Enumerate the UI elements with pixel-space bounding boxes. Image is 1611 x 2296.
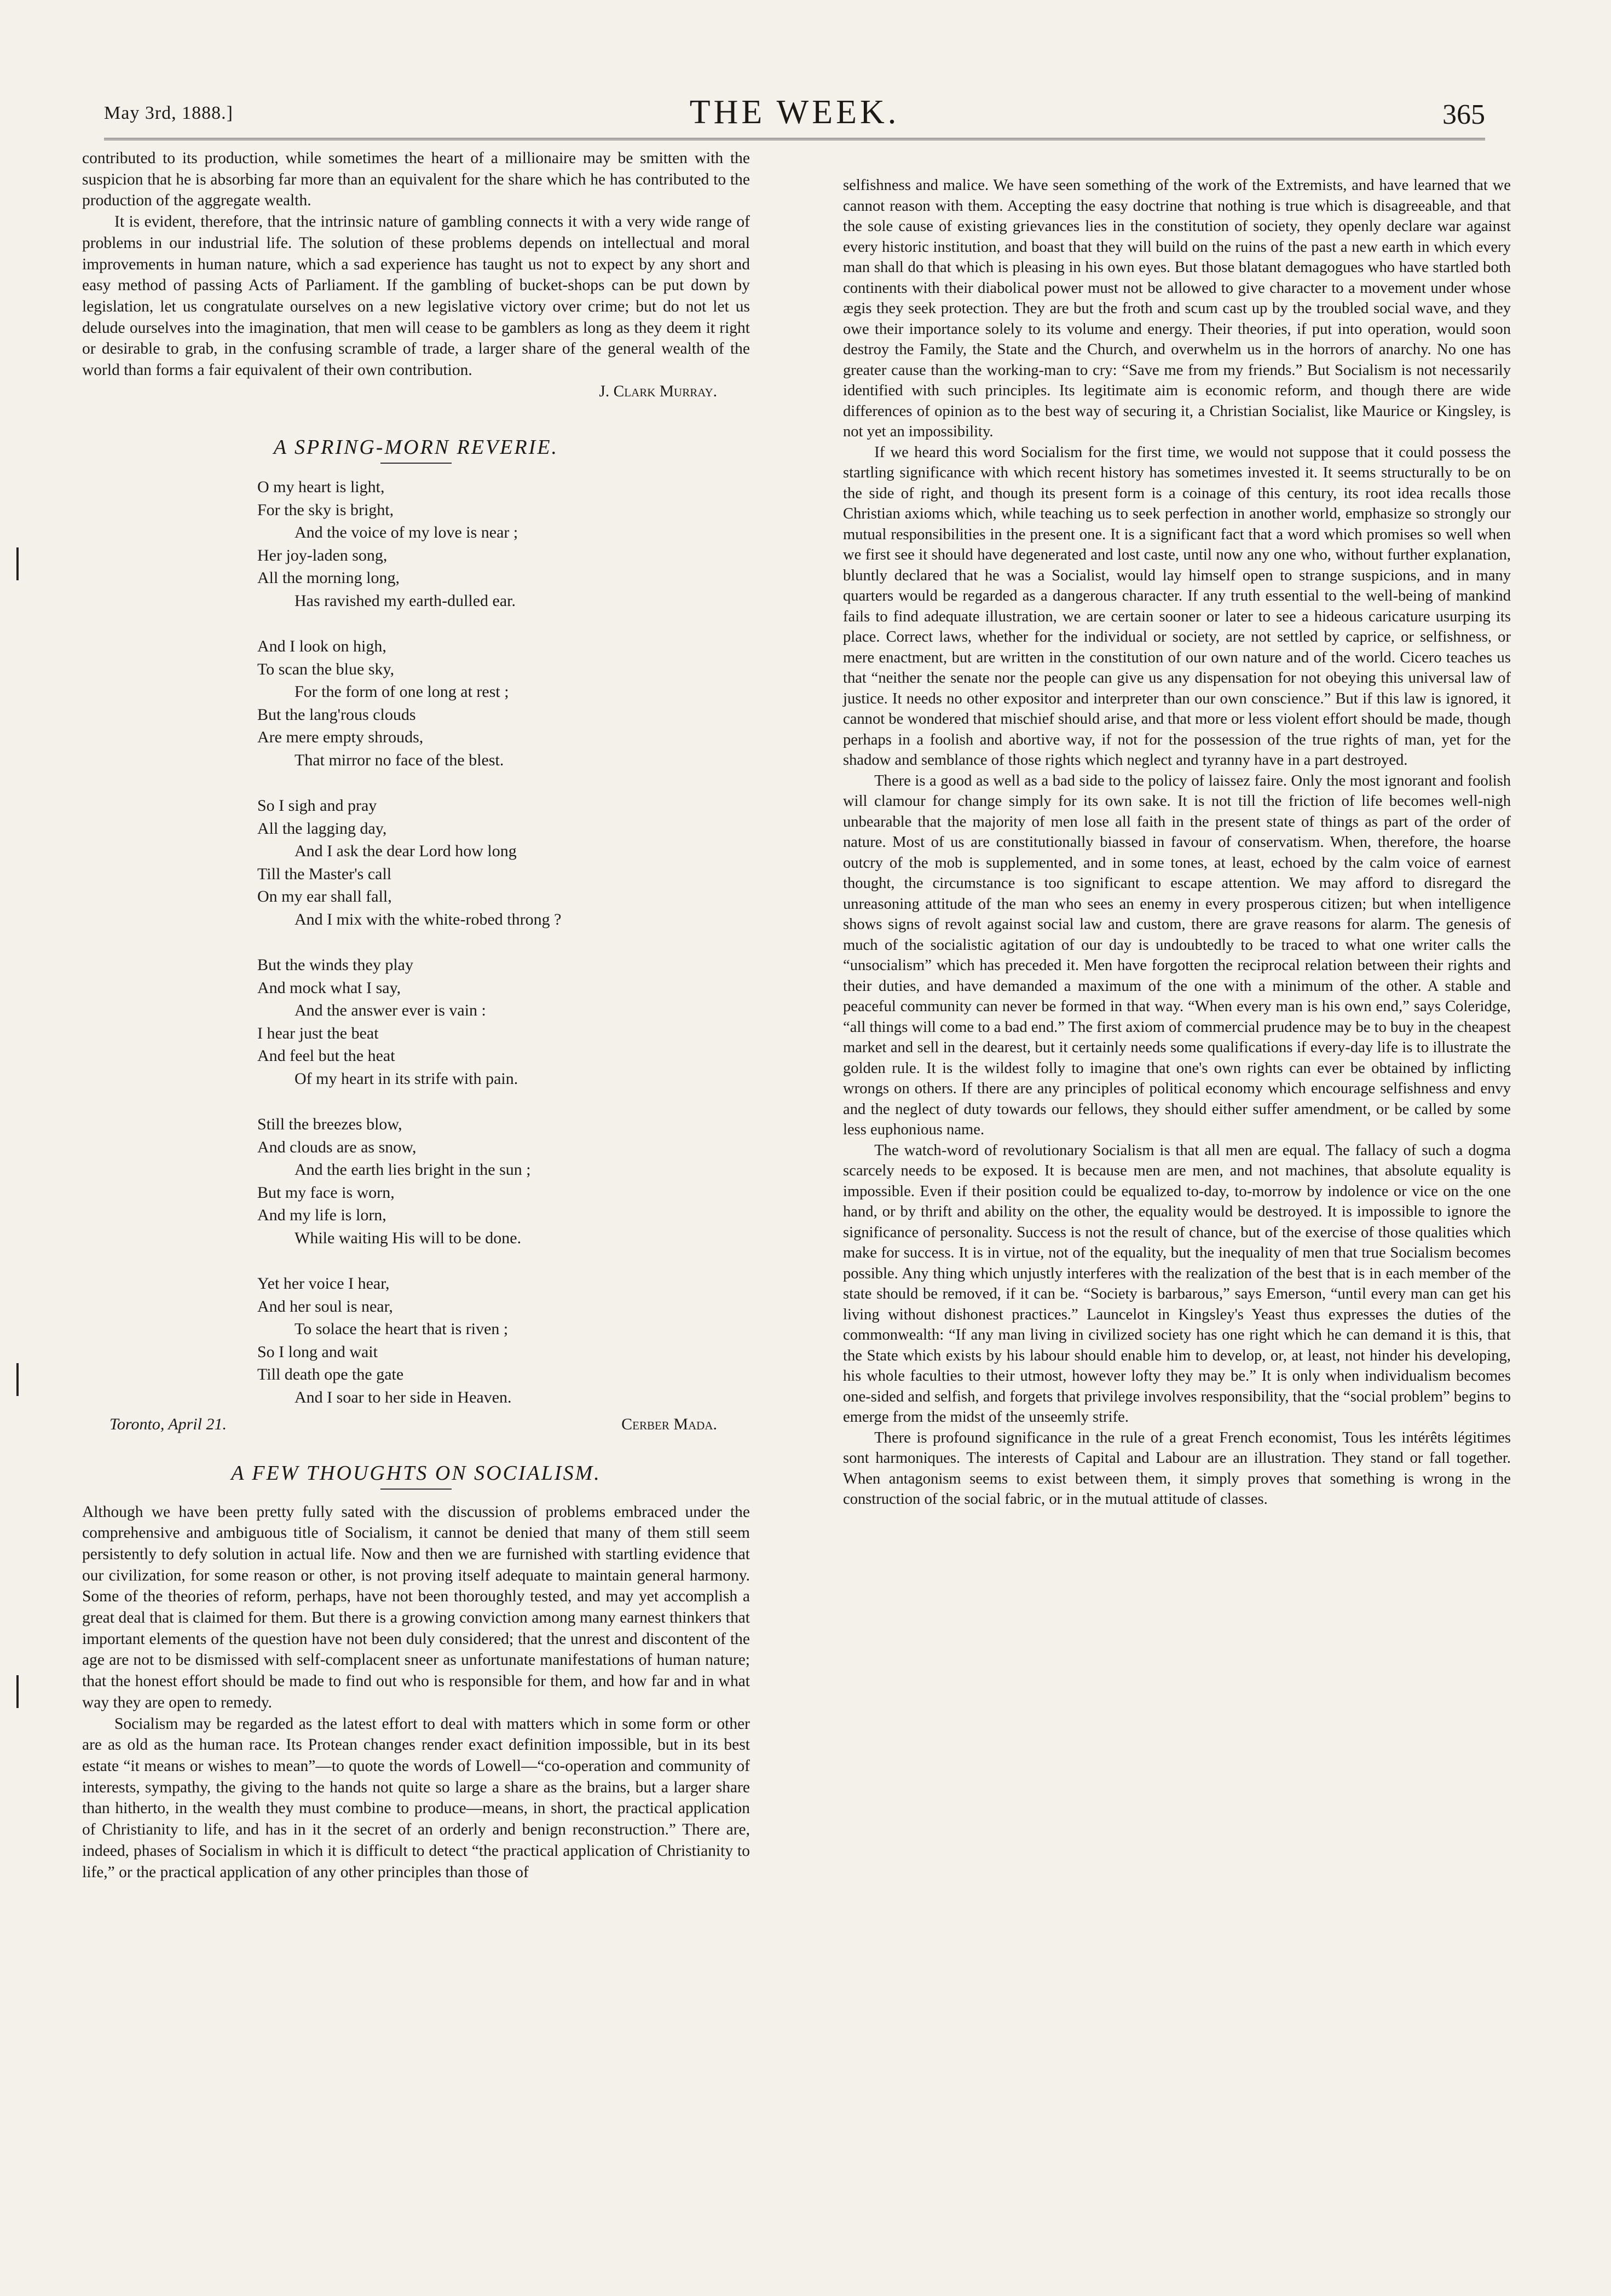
poem-line: And the answer ever is vain :: [295, 1001, 486, 1020]
poem-line: And my life is lorn,: [257, 1206, 386, 1225]
poem-line: O my heart is light,: [257, 478, 385, 497]
poem-stanza: [257, 635, 750, 771]
poem-stanza: [257, 954, 750, 1090]
poem-stanza: [257, 1272, 750, 1409]
poem-line: And I look on high,: [257, 637, 386, 656]
title-rule: [380, 463, 452, 464]
poem-line: Has ravished my earth-dulled ear.: [295, 591, 516, 610]
poem-line: Till the Master's call: [257, 864, 392, 883]
poem-line: And mock what I say,: [257, 978, 401, 997]
poem-line: Till death ope the gate: [257, 1365, 404, 1384]
poem-line: On my ear shall fall,: [257, 887, 392, 906]
poem-line: For the sky is bright,: [257, 500, 394, 519]
poem-line: All the lagging day,: [257, 819, 387, 838]
poem-stanza: [257, 476, 750, 612]
margin-mark: [0, 1363, 19, 1396]
poem-line: And clouds are as snow,: [257, 1138, 417, 1156]
page-number: 365: [1442, 99, 1485, 130]
poem-line: But my face is worn,: [257, 1183, 395, 1202]
left-column: [82, 148, 750, 1883]
poem-stanza: [257, 1113, 750, 1249]
title-rule: [380, 1489, 452, 1490]
poem-line: And the earth lies bright in the sun ;: [295, 1161, 531, 1179]
poem-line: And I soar to her side in Heaven.: [295, 1388, 512, 1406]
article-paragraph: Socialism may be regarded as the latest effort to deal with matters which in some form or other are as old as the human race. Its Protean changes render exact definition impossible, but in its best estate “it means or wishes to mean”—to quote the words of Lowell—“co-operation and community of interests, sympathy, the giving to the hands not quite so large a share as the brains, but a larger share than hitherto, in the wealth they must combine to produce—means, in short, the practical application of Christianity to life, and has in it the secret of an orderly and benign reconstruction.” There are, indeed, phases of Socialism in which it is difficult to detect “the practical application of Christianity to life,” or the practical application of any other principles than those of: [82, 1715, 750, 1881]
issue-date: May 3rd, 1888.]: [104, 103, 233, 123]
poem-line: Yet her voice I hear,: [257, 1274, 390, 1293]
poem-line: While waiting His will to be done.: [295, 1228, 522, 1247]
article-paragraph: It is evident, therefore, that the intrinsic nature of gambling connects it with a very wide range of problems in our industrial life. The solution of these problems depends on intellectual and moral improvements in human nature, which a sad experience has taught us not to expect by any short and easy method of passing Acts of Parliament. If the gambling of bucket-shops can be put down by legislation, let us congratulate ourselves on a new legislative victory over crime; but do not let us delude ourselves into the imagination, that men will cease to be gamblers as long as they deem it right or desirable to grab, in the confusing scramble of trade, a larger share of the general wealth of the world than forms a fair equivalent of their own contribution.: [82, 213, 750, 379]
poem-line: But the winds they play: [257, 956, 413, 974]
poem-line: And feel but the heat: [257, 1047, 395, 1065]
poem-line: So I sigh and pray: [257, 797, 377, 815]
poem-line: And the voice of my love is near ;: [295, 523, 518, 542]
article-paragraph: contributed to its production, while sometimes the heart of a millionaire may be smitten with the suspicion that he is absorbing far more than an equivalent for the share which he has contributed to the production of the aggregate wealth.: [82, 149, 750, 210]
poem-line: I hear just the beat: [257, 1024, 379, 1042]
article-paragraph: selfishness and malice. We have seen something of the work of the Extremists, and have learned that we cannot reason with them. Accepting the easy doctrine that nothing is true which is disagreeable, and that the sole cause of existing grievances lies in the constitution of society, they openly declare war against every historic institution, and boast that they will build on the ruins of the past a new earth in which every man shall do that which is pleasing in his own eyes. But those blatant demagogues who have startled both continents with their diabolical power must not be allowed to give character to a movement under whose ægis they seek protection. They are but the froth and scum cast up by the troubled social wave, and they owe their importance solely to its volume and energy. Their theories, if put into operation, would soon destroy the Family, the State and the Church, and overwhelm us in the horrors of anarchy. No one has greater cause than the working-man to cry: “Save me from my friends.” But Socialism is not necessarily identified with such principles. Its legitimate aim is economic reform, and though there are wide differences of opinion as to the best way of securing it, a Christian Socialist, like Maurice or Kingsley, is not yet an impossibility.: [843, 177, 1511, 440]
poem: [257, 476, 750, 1409]
article-paragraph: There is a good as well as a bad side to the policy of laissez faire. Only the most ignorant and foolish will clamour for change simply for its own sake. It is not till the friction of life becomes well-nigh unbearable that the majority of men lose all faith in the present state of things as part of the order of nature. Most of us are constitutionally biassed in favour of conservatism. When, therefore, the hoarse outcry of the mob is supplemented, and in some tones, at least, echoed by the calm voice of earnest thought, the circumstance is too significant to escape attention. We may afford to disregard the unreasoning attitude of the man who sees an enemy in every prosperous citizen; but when intelligence shows signs of revolt against social law and custom, there are grave reasons for alarm. The genesis of much of the socialistic agitation of our day is undoubtedly to be traced to what one writer calls the “unsocialism” which has preceded it. Men have forgotten the reciprocal relation between their rights and their duties, and have demanded a maximum of the one with a minimum of the other. A stable and peaceful community can never be formed in that way. “When every man is his own end,” says Coleridge, “all things will come to a bad end.” The first axiom of commercial prudence may be to buy in the cheapest market and sell in the dearest, but it certainly needs some qualifications if every-day life is to illustrate the golden rule. It is the wildest folly to imagine that one's own rights can ever be obtained by inflicting wrongs on others. If there are any principles of political economy which encourage selfishness and envy and the neglect of duty towards our fellows, they should either suffer amendment, or be called by some less euphonious name.: [843, 772, 1511, 1138]
poem-line: To solace the heart that is riven ;: [295, 1320, 509, 1339]
poem-line: For the form of one long at rest ;: [295, 683, 509, 701]
poem-stanza: [257, 794, 750, 931]
poem-line: And I ask the dear Lord how long: [295, 842, 517, 861]
poem-signature: [82, 1414, 750, 1435]
poem-line: But the lang'rous clouds: [257, 705, 416, 724]
poem-place-date: Toronto, April 21.: [109, 1415, 227, 1434]
article-paragraph: Although we have been pretty fully sated with the discussion of problems embraced under the comprehensive and ambiguous title of Socialism, it cannot be denied that many of them still seem persistently to defy solution in actual life. Now and then we are furnished with startling evidence that our civilization, for some reason or other, is not proving itself adequate to maintain general harmony. Some of the theories of reform, perhaps, have not been thoroughly tested, and may yet accomplish a great deal that is claimed for them. But there is a growing conviction among many earnest thinkers that important elements of the question have not been duly considered; that the unrest and discontent of the age are not to be dismissed with self-complacent sneer as unfortunate manifestations of human nature; that the honest effort should be made to find out who is responsible for them, and how far and in what way they are open to remedy.: [82, 1503, 750, 1711]
newspaper-title: THE WEEK.: [689, 94, 900, 131]
article-paragraph: If we heard this word Socialism for the first time, we would not suppose that it could possess the startling significance with which recent history has sometimes invested it. It seems structurally to be on the side of right, and though its present form is a coinage of this century, its root idea recalls those Christian axioms which, while teaching us to seek perfection in another world, emphasize so strongly our mutual responsibilities in the present one. It is a significant fact that a word which promises so well when we first see it should have degenerated and lost caste, until now any one who, without further explanation, bluntly declared that he was a Socialist, would lay himself open to strange suspicions, and in many quarters would be regarded as a dangerous character. If any truth essential to the well-being of mankind fails to find adequate illustration, we are certain sooner or later to see a hideous caricature usurping its place. Correct laws, whether for the individual or society, are not settled by caprice, or selfishness, or mere enactment, but are written in the constitution of our own nature and of the world. Cicero teaches us that “neither the senate nor the people can give us any dispensation for not obeying this universal law of justice. It needs no other expositor and interpreter than our own conscience.” But if this law is ignored, it cannot be wondered that mischief should arise, and that more or less violent effort should be made, though perhaps in a foolish and abortive way, if not for the possession of the true rights of man, yet for the shadow and semblance of those rights which neglect and tyranny have in a part destroyed.: [843, 443, 1511, 769]
poem-line: That mirror no face of the blest.: [295, 751, 504, 769]
poem-line: Her joy-laden song,: [257, 546, 388, 564]
article-paragraph: The watch-word of revolutionary Socialism is that all men are equal. The fallacy of such a dogma scarcely needs to be exposed. It is because men are men, and not machines, that absolute equality is impossible. Even if their position could be equalized to-day, to-morrow by indolence or vice on the one hand, or by thrift and ability on the other, the equality would be destroyed. It is impossible to ignore the significance of personality. Success is not the result of chance, but of the exercise of those qualities which make for success. It is in virtue, not of the equality, but the inequality of men that true Socialism becomes possible. Any thing which unjustly interferes with the realization of the best that is in each member of the state should be removed, if it can be. “Society is barbarous,” says Emerson, “until every man can get his living without dishonest practices.” Launcelot in Kingsley's Yeast thus expresses the duties of the commonwealth: “If any man living in civilized society has one right which he can demand it is this, that the State which exists by his labour should enable him to develop, or, at least, not hinder his developing, his whole faculties to their utmost, however lofty they may be.” It is only when individualism becomes one-sided and selfish, and forgets that privilege involves responsibility, that the “social problem” begins to emerge from the midst of the unseemly strife.: [843, 1141, 1511, 1426]
poem-author: Cerber Mada.: [621, 1415, 717, 1434]
poem-line: Still the breezes blow,: [257, 1115, 402, 1134]
poem-line: Are mere empty shrouds,: [257, 728, 424, 747]
poem-line: All the morning long,: [257, 569, 400, 587]
right-column: [843, 175, 1511, 1510]
poem-line: So I long and wait: [257, 1342, 378, 1361]
margin-mark: [0, 547, 19, 580]
poem-title: A SPRING-MORN REVERIE.: [273, 436, 559, 459]
margin-mark: [0, 1675, 19, 1708]
socialism-title: A FEW THOUGHTS ON SOCIALISM.: [231, 1461, 601, 1485]
poem-line: To scan the blue sky,: [257, 660, 395, 678]
article-paragraph: There is profound significance in the rule of a great French economist, Tous les intérêts légitimes sont harmoniques. The interests of Capital and Labour are an illustration. They stand or fall together. When antagonism seems to exist between them, it simply proves that something is wrong in the construction of the social fabric, or in the mutual attitude of classes.: [843, 1429, 1511, 1508]
poem-line: And I mix with the white-robed throng ?: [295, 910, 562, 928]
article-signature: J. Clark Murray.: [599, 382, 717, 400]
poem-line: Of my heart in its strife with pain.: [295, 1069, 518, 1088]
poem-line: And her soul is near,: [257, 1297, 393, 1316]
page-header: [104, 82, 1485, 142]
header-rule: [104, 138, 1485, 140]
